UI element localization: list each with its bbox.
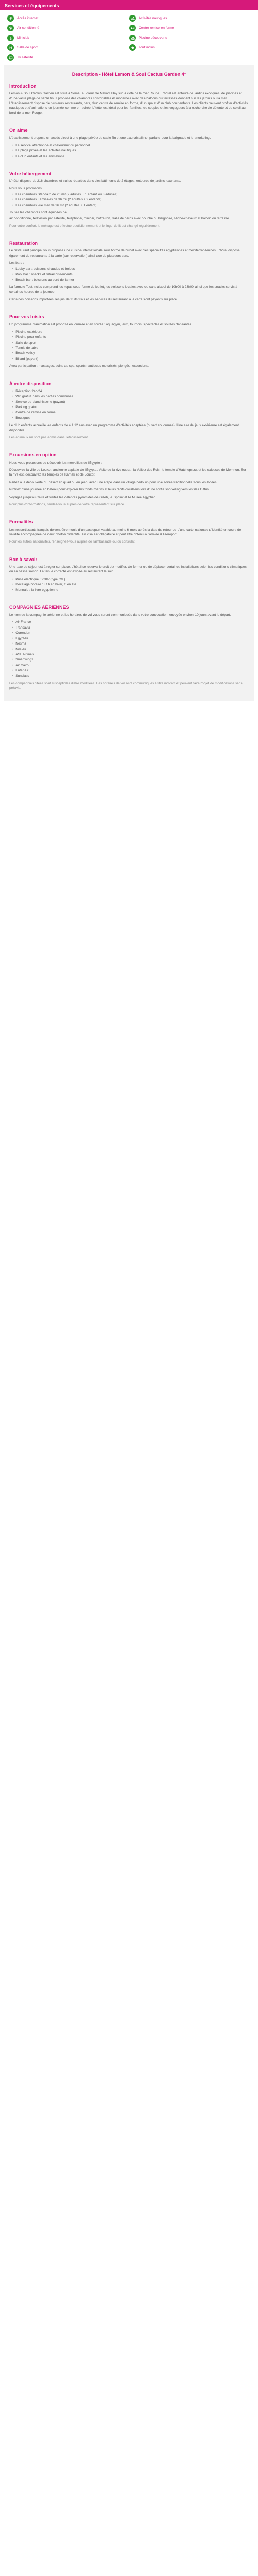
- on-aime-text: L'établissement propose un accès direct à une plage privée de sable fin et une eau cristalline, parfaite pour la baignade et le snorkeling.: [9, 136, 211, 140]
- pool-icon: [129, 35, 136, 41]
- service-label: Tv satellite: [17, 55, 34, 59]
- service-label: Activités nautiques: [139, 16, 167, 20]
- list-item: • Centre de remise en forme: [12, 410, 249, 415]
- loisirs-paid-text: Avec participation : massages, soins au spa, sports nautiques motorisés, plongée, excursions.: [9, 364, 149, 368]
- service-item: [7, 35, 129, 41]
- service-label: Piscine découverte: [139, 36, 167, 40]
- list-item: • Air Cairo: [12, 663, 249, 668]
- list-item: • Nile Air: [12, 647, 249, 652]
- service-item: [7, 25, 129, 31]
- list-item: • ASL Airlines: [12, 652, 249, 657]
- list-item: • Air France: [12, 620, 249, 624]
- services-grid: [0, 10, 258, 65]
- hebergement-note: Pour votre confort, le ménage est effectué quotidiennement et le linge de lit est changé régulièrement.: [9, 224, 160, 228]
- formalites-text: Les ressortissants français doivent être munis d'un passeport valable au moins 6 mois après la date de retour ou d'une carte nationale d'identité en cours de validité accompagnée de deux photos d'identité. Un visa est obligatoire et peut être obtenu à l'arrivée à l'aéroport.: [9, 528, 241, 536]
- section-title-bon-a-savoir: Bon à savoir: [9, 556, 38, 562]
- service-label: Salle de sport: [17, 45, 38, 49]
- snowflake-icon: [7, 25, 14, 31]
- kids-club-text: Le club enfants accueille les enfants de 4 à 12 ans avec un programme d'activités adaptées (ouvert en journée). Une aire de jeux extérieure est également disponible.: [9, 423, 239, 432]
- hebergement-text: L'hôtel dispose de 216 chambres et suites réparties dans des bâtiments de 2 étages, entourés de jardins luxuriants.: [9, 179, 181, 183]
- bars-list: [9, 267, 249, 282]
- excursion-text: Profitez d'une journée en bateau pour explorer les fonds marins et leurs récifs coralliens lors d'une sortie snorkeling vers les îles Giftun.: [9, 488, 210, 492]
- list-item: • Sunclass: [12, 674, 249, 679]
- pets-note: Les animaux ne sont pas admis dans l'établissement.: [9, 436, 89, 440]
- hebergement-list: [9, 192, 249, 208]
- hebergement-lead: Nous vous proposons :: [9, 187, 44, 191]
- tv-icon: [7, 54, 14, 61]
- list-item: • Billard (payant): [12, 357, 249, 361]
- service-item: [129, 44, 251, 51]
- restauration-text: Le restaurant principal vous propose une cuisine internationale sous forme de buffet avec des spécialités égyptiennes et méditerranéennes. L'hôtel dispose également de restaurants à la carte (sur réservation) ainsi que de plusieurs bars.: [9, 249, 240, 258]
- excursion-text: Partez à la découverte du désert en quad ou en jeep, avec une étape dans un village bédouin pour une soirée traditionnelle sous les étoiles.: [9, 480, 218, 484]
- section-title-disposition: À votre disposition: [9, 381, 52, 386]
- on-aime-list: [9, 143, 249, 159]
- list-item: • Wifi gratuit dans les parties communes: [12, 394, 249, 399]
- list-item: • Décalage horaire : +1h en hiver, 0 en été: [12, 582, 249, 587]
- service-item: [129, 35, 251, 41]
- section-title-hebergement: Votre hébergement: [9, 171, 52, 176]
- section-title-formalites: Formalités: [9, 519, 33, 525]
- excursion-text: Découvrez la ville de Louxor, ancienne capitale de l'Égypte. Visite de la rive ouest : la Vallée des Rois, le temple d'Hatchepsout et les colosses de Memnon. Sur la rive est, découvrez les temples de Karnak et de Louxor.: [9, 468, 246, 477]
- service-label: Centre remise en forme: [139, 26, 174, 30]
- service-label: Air conditionné: [17, 26, 39, 30]
- list-item: • Pool bar : snacks et rafraîchissements: [12, 272, 249, 277]
- list-item: • Le service attentionné et chaleureux du personnel: [12, 143, 249, 148]
- list-item: • Piscine pour enfants: [12, 335, 249, 340]
- list-item: • Transavia: [12, 625, 249, 630]
- intro-text: Lemon & Soul Cactus Garden est situé à Soma, au cœur de Makadi Bay sur la côte de la mer Rouge. L'hôtel est entouré de jardins exotiques, de piscines et d'une vaste plage de sable fin. Il propose des chambres confortables et modernes avec des balcons ou terrasses donnant sur les jardins ou la mer. L'établissement dispose de plusieurs restaurants, bars, d'un centre de remise en forme, d'un spa et d'un club pour enfants. Les clients peuvent profiter d'activités nautiques et d'animations en journée comme en soirée. L'hôtel est idéal pour les familles, les couples et les voyageurs à la recherche de détente et de soleil au bord de la mer Rouge.: [9, 92, 248, 115]
- list-item: • Salle de sport: [12, 341, 249, 345]
- list-item: • Tennis de table: [12, 346, 249, 350]
- service-item: [129, 15, 251, 22]
- excursions-note: Pour plus d'informations, rendez-vous auprès de votre représentant sur place.: [9, 503, 125, 507]
- service-item: [7, 15, 129, 22]
- list-item: • EgyptAir: [12, 636, 249, 641]
- equipment-text: air conditionné, télévision par satellite, téléphone, minibar, coffre-fort, salle de bains avec douche ou baignoire, sèche-cheveux et balcon ou terrasse.: [9, 216, 230, 221]
- dumbbell-icon: [129, 25, 136, 31]
- description-panel: [4, 65, 254, 701]
- star-icon: [129, 44, 136, 51]
- list-item: • Service de blanchisserie (payant): [12, 400, 249, 404]
- section-title-introduction: Introduction: [9, 83, 37, 89]
- bars-lead: Les bars :: [9, 261, 24, 265]
- list-item: • Nesma: [12, 641, 249, 646]
- excursions-lead: Nous vous proposons de découvrir les merveilles de l'Égypte :: [9, 461, 102, 465]
- list-item: • Monnaie : la livre égyptienne: [12, 588, 249, 592]
- loisirs-text: Un programme d'animation est proposé en journée et en soirée : aquagym, jeux, tournois, spectacles et soirées dansantes.: [9, 323, 192, 327]
- services-header: Services et équipements: [0, 0, 258, 10]
- bon-a-savoir-list: [9, 577, 249, 592]
- loisirs-list: [9, 330, 249, 362]
- bon-a-savoir-text: Une taxe de séjour est à régler sur place. L'hôtel se réserve le droit de modifier, de fermer ou de déplacer certaines installations selon les conditions climatiques ou en basse saison. La tenue correcte est exigée au restaurant le soir.: [9, 565, 247, 574]
- list-item: • Les chambres vue mer de 26 m² (2 adultes + 1 enfant): [12, 203, 249, 208]
- list-item: • Les chambres Familiales de 36 m² (2 adultes + 2 enfants): [12, 197, 249, 202]
- compagnies-text: Le nom de la compagnie aérienne et les horaires de vol vous seront communiqués dans votre convocation, envoyée environ 10 jours avant le départ.: [9, 613, 231, 617]
- service-item: [129, 25, 251, 31]
- section-title-restauration: Restauration: [9, 241, 38, 246]
- weights-icon: [7, 44, 14, 51]
- formalites-note: Pour les autres nationalités, renseignez-vous auprès de l'ambassade ou du consulat.: [9, 540, 136, 544]
- list-item: • Piscine extérieure: [12, 330, 249, 334]
- list-item: • Parking gratuit: [12, 405, 249, 410]
- section-title-on-aime: On aime: [9, 128, 28, 133]
- section-title-loisirs: Pour vos loisirs: [9, 314, 44, 320]
- all-inclusive-text: La formule Tout Inclus comprend les repas sous forme de buffet, les boissons locales avec ou sans alcool de 10h00 à 23h00 ainsi que les snacks servis à certaines heures de la journée.: [9, 285, 238, 294]
- service-label: Miniclub: [17, 36, 29, 40]
- drinks-text: Certaines boissons importées, les jus de fruits frais et les services du restaurant à la carte sont payants sur place.: [9, 297, 178, 301]
- wifi-icon: [7, 15, 14, 22]
- compagnies-note: Les compagnies citées sont susceptibles d'être modifiées. Les horaires de vol sont communiqués à titre indicatif et peuvent faire l'objet de modifications sans préavis.: [9, 682, 243, 690]
- section-title-compagnies: COMPAGNIES AÉRIENNES: [9, 604, 69, 610]
- service-item: [7, 44, 129, 51]
- list-item: • Beach-volley: [12, 351, 249, 355]
- service-label: Tout inclus: [139, 45, 155, 49]
- disposition-list: [9, 389, 249, 421]
- list-item: • Le club enfants et les animations: [12, 154, 249, 159]
- list-item: • Lobby bar : boissons chaudes et froides: [12, 267, 249, 272]
- list-item: • Beach bar : boissons au bord de la mer: [12, 278, 249, 282]
- equipment-lead: Toutes les chambres sont équipées de :: [9, 211, 69, 215]
- list-item: • La plage privée et les activités nautiques: [12, 148, 249, 153]
- list-item: • Smartwings: [12, 657, 249, 662]
- list-item: • Réception 24h/24: [12, 389, 249, 394]
- excursion-text: Voyagez jusqu'au Caire et visitez les célèbres pyramides de Gizeh, le Sphinx et le Musée égyptien.: [9, 495, 157, 499]
- swimmer-icon: [129, 15, 136, 22]
- list-item: • Corendon: [12, 631, 249, 635]
- description-title: Description - Hôtel Lemon & Soul Cactus Garden 4*: [72, 72, 186, 77]
- compagnies-list: [9, 620, 249, 679]
- child-icon: [7, 35, 14, 41]
- service-item: [7, 54, 129, 61]
- list-item: • Les chambres Standard de 26 m² (2 adultes + 1 enfant ou 3 adultes): [12, 192, 249, 197]
- list-item: • Prise électrique : 220V (type C/F): [12, 577, 249, 582]
- service-label: Accès internet: [17, 16, 39, 20]
- list-item: • Boutiques: [12, 416, 249, 420]
- list-item: • Enter Air: [12, 668, 249, 673]
- section-title-excursions: Excursions en option: [9, 452, 57, 458]
